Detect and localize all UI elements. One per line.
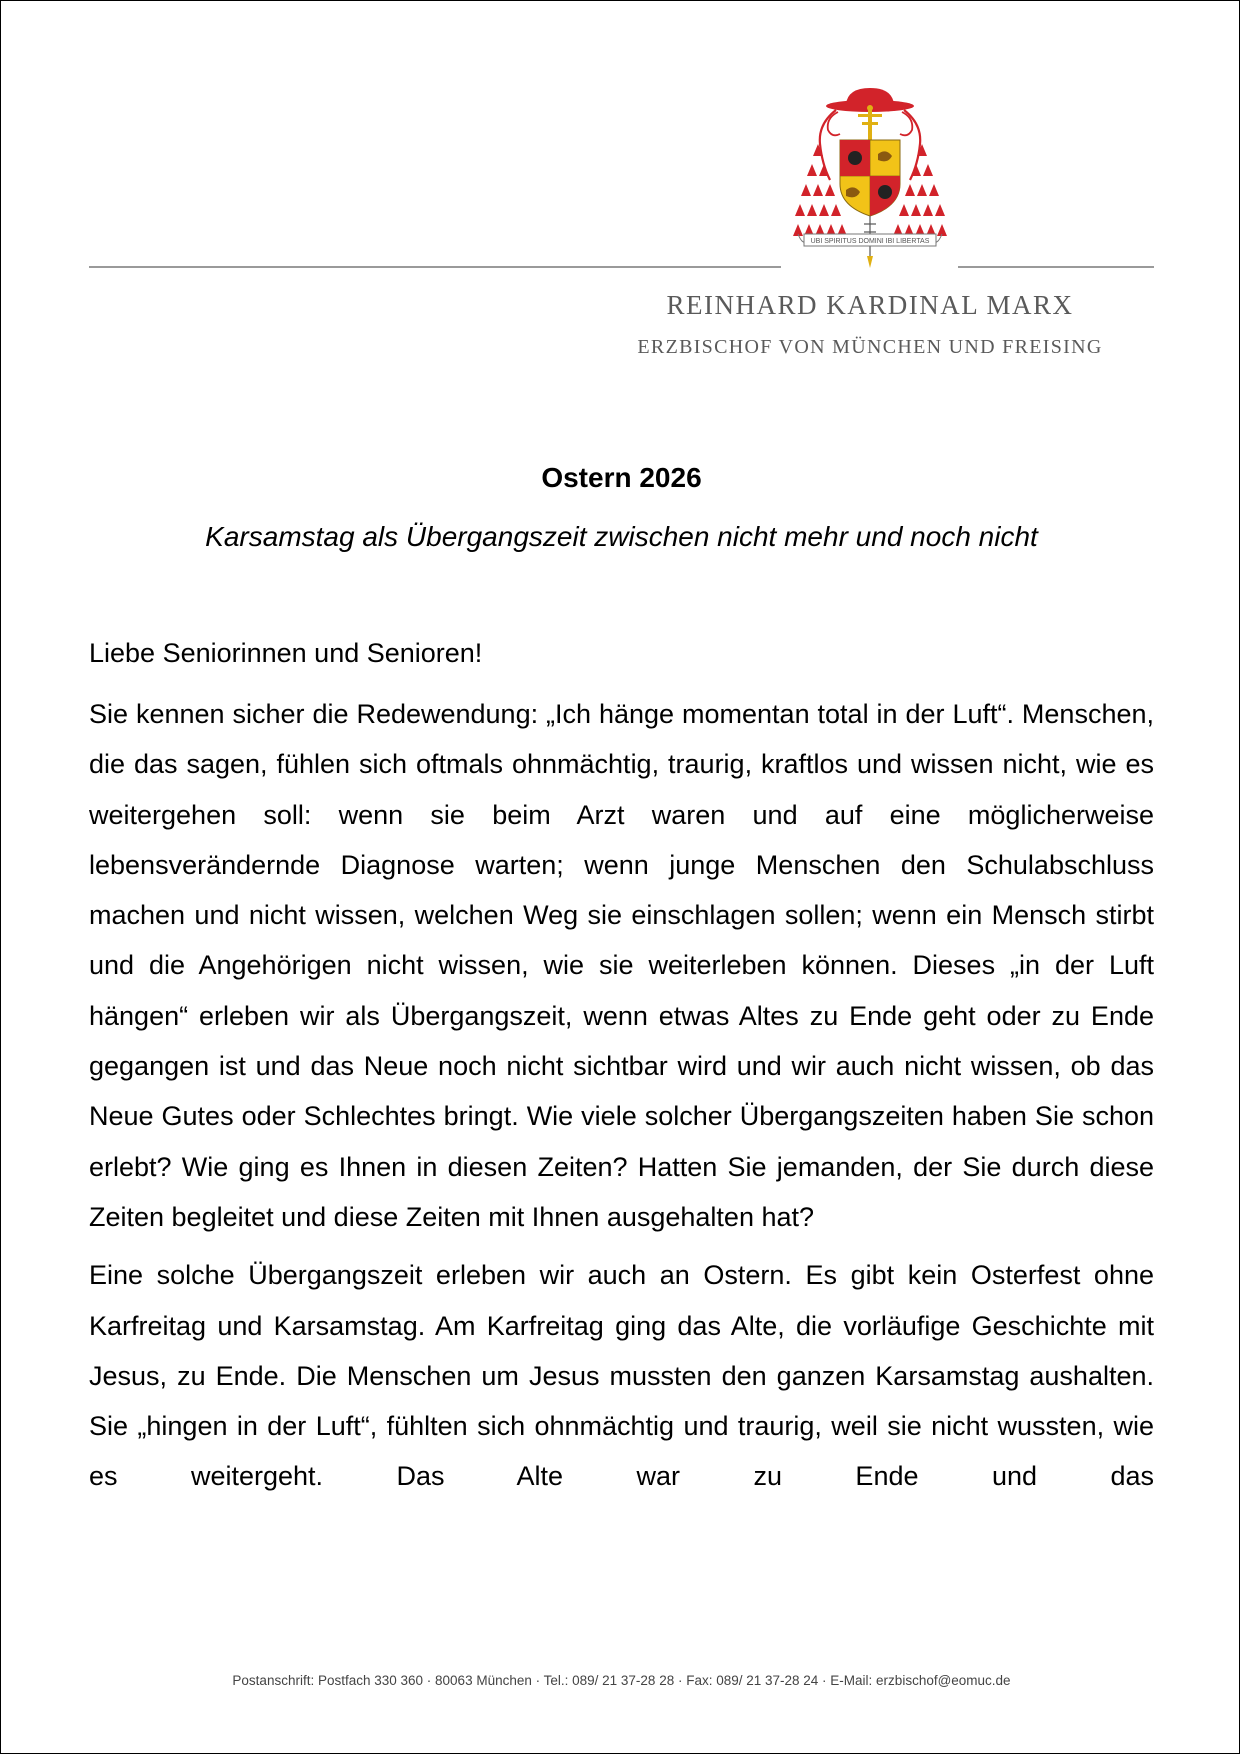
sender-name: REINHARD KARDINAL MARX: [666, 290, 1074, 320]
salutation: Liebe Seniorinnen und Senioren!: [89, 638, 483, 668]
document-subtitle: Karsamstag als Übergangszeit zwischen nicht mehr und noch nicht: [205, 521, 1038, 552]
body-paragraph: Sie kennen sicher die Redewendung: „Ich hänge momentan total in der Luft“. Menschen, die das sagen, fühlen sich oftmals ohnmächtig, traurig, kraftlos und wissen nicht, wie es weitergehen soll: wenn sie beim Arzt waren und auf eine möglicherweise lebensverändernde Diagnose warten; wenn junge Menschen den Schulabschluss machen und nicht wissen, welchen Weg sie einschlagen sollen; wenn ein Mensch stirbt und die Angehörigen nicht wissen, wie sie weiterleben können. Dieses „in der Luft hängen“ erleben wir als Übergangszeit, wenn etwas Altes zu Ende geht oder zu Ende gegangen ist und das Neue noch nicht sichtbar wird und wir auch nicht wissen, ob das Neue Gutes oder Schlechtes bringt. Wie viele solcher Übergangszeiten haben Sie schon erlebt? Wie ging es Ihnen in diesen Zeiten? Hatten Sie jemanden, der Sie durch diese Zeiten begleitet und diese Zeiten mit Ihnen ausgehalten hat?: [89, 699, 1154, 1232]
letterhead-rule-right: [958, 266, 1154, 268]
svg-text:UBI SPIRITUS DOMINI IBI LIBERT: UBI SPIRITUS DOMINI IBI LIBERTAS: [810, 238, 930, 245]
body-paragraph: Eine solche Übergangszeit erleben wir auch an Ostern. Es gibt kein Osterfest ohne Karfreitag und Karsamstag. Am Karfreitag ging das Alte, die vorläufige Geschichte mit Jesus, zu Ende. Die Menschen um Jesus mussten den ganzen Karsamstag aushalten. Sie „hingen in der Luft“, fühlten sich ohnmächtig und traurig, weil sie nicht wussten, wie es weitergeht. Das Alte war zu Ende und das: [89, 1260, 1154, 1492]
document-title: Ostern 2026: [541, 462, 702, 493]
sender-title: ERZBISCHOF VON MÜNCHEN UND FREISING: [637, 336, 1103, 358]
letter-body: [89, 689, 1154, 1510]
footer-address: Postanschrift: Postfach 330 360 · 80063 München · Tel.: 089/ 21 37-28 28 · Fax: 089/ 21 37-28 24 · E-Mail: erzbischof@eomuc.de: [232, 1673, 1011, 1688]
coat-of-arms-logo: [790, 84, 950, 270]
letterhead-rule-left: [89, 266, 781, 268]
